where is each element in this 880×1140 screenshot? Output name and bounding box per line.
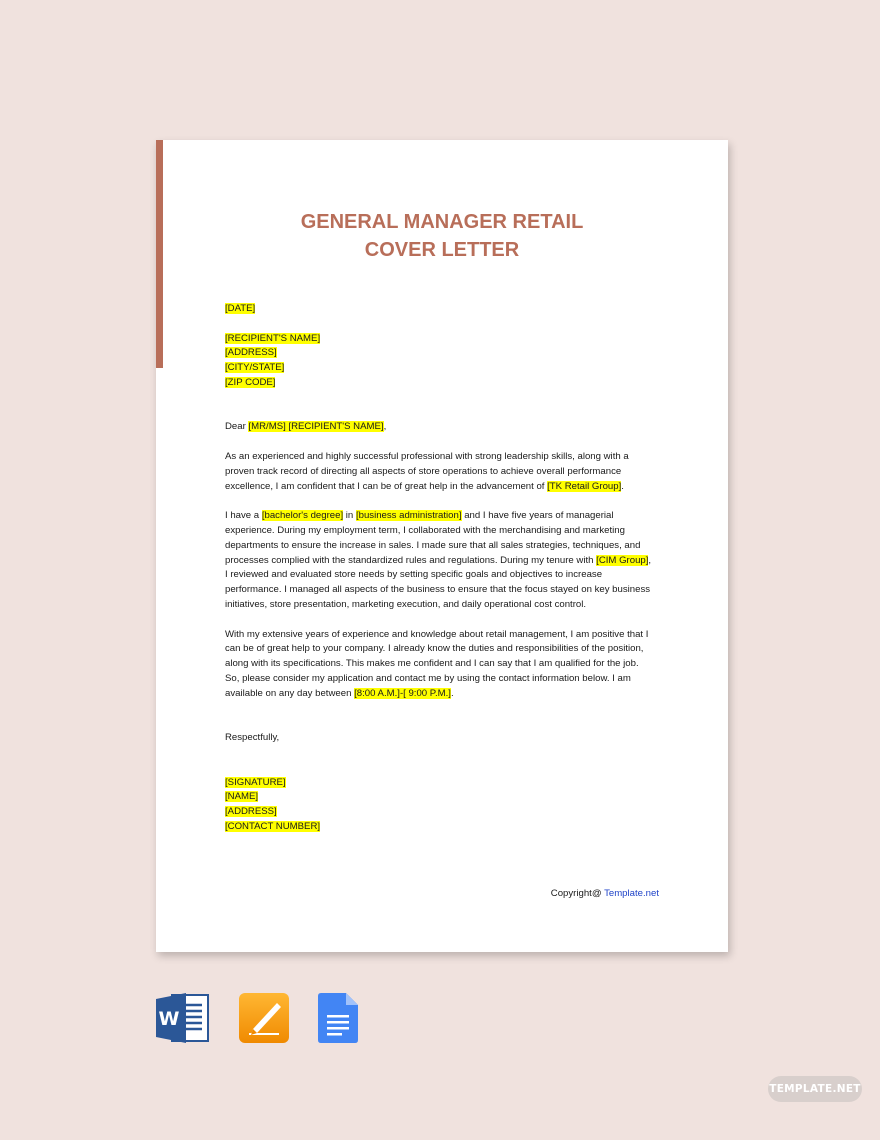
recipient-address-placeholder: [ADDRESS] — [225, 347, 277, 359]
availability-placeholder: [8:00 A.M.]-[ 9:00 P.M.] — [354, 687, 451, 699]
letter-body — [225, 302, 665, 835]
document-page — [156, 140, 728, 952]
sender-address-placeholder: [ADDRESS] — [225, 806, 277, 818]
title-line-2: COVER LETTER — [364, 239, 520, 261]
previous-employer-placeholder: [CIM Group] — [596, 554, 649, 566]
company-placeholder: [TK Retail Group] — [547, 480, 622, 492]
document-title — [156, 208, 728, 264]
field-placeholder: [business administration] — [355, 510, 462, 522]
degree-placeholder: [bachelor's degree] — [261, 510, 344, 522]
paragraph-2: I have a [bachelor's degree] in [business administration] and I have five years of managerial experience. During my employment term, I collaborated with the merchandising and marketing departments to ensure the increase in sales. I made sure that all sales strategies, techniques, and processes complied with the standardized rules and regulations. During my tenure with [CIM Group], I reviewed and evaluated store needs by setting specific goals and objectives to increase performance. I managed all aspects of the business to ensure that the focus stayed on key business initiatives, store presentation, marketing execution, and daily operational cost control. — [225, 510, 652, 610]
salutation: Dear [MR/MS] [RECIPIENT'S NAME], — [225, 421, 387, 433]
recipient-name-placeholder: [RECIPIENT'S NAME] — [225, 332, 321, 344]
signature-placeholder: [SIGNATURE] — [225, 776, 286, 788]
google-docs-icon[interactable] — [318, 993, 358, 1043]
recipient-zip-placeholder: [ZIP CODE] — [225, 376, 276, 388]
salutation-name-placeholder: [MR/MS] [RECIPIENT'S NAME] — [248, 421, 384, 433]
copyright-link[interactable]: Template.net — [604, 888, 659, 899]
word-icon[interactable] — [156, 993, 210, 1043]
template-net-watermark: TEMPLATE.NET — [768, 1076, 862, 1102]
paragraph-1: As an experienced and highly successful professional with strong leadership skills, along with a proven track record of directing all aspects of store operations to achieve overall performance excellence, I am confident that I can be of great help in the advancement of [TK Retail Group]. — [225, 450, 629, 492]
closing: Respectfully, — [225, 732, 280, 744]
svg-text:W: W — [158, 1008, 180, 1030]
pages-icon[interactable] — [239, 993, 289, 1043]
copyright: Copyright@ Template.net — [550, 888, 659, 899]
sender-name-placeholder: [NAME] — [225, 791, 259, 803]
title-line-1: GENERAL MANAGER RETAIL — [300, 211, 584, 233]
date-placeholder: [DATE] — [225, 303, 256, 314]
paragraph-3: With my extensive years of experience and knowledge about retail management, I am positive that I can be of great help to your company. I already know the duties and responsibilities of the position, along with its specifications. This makes me confident and I can say that I am qualified for the job. So, please consider my application and contact me by using the contact information below. I am available on any day between [8:00 A.M.]-[ 9:00 P.M.]. — [225, 628, 649, 699]
sender-contact-placeholder: [CONTACT NUMBER] — [225, 820, 321, 832]
recipient-city-state-placeholder: [CITY/STATE] — [225, 362, 285, 374]
